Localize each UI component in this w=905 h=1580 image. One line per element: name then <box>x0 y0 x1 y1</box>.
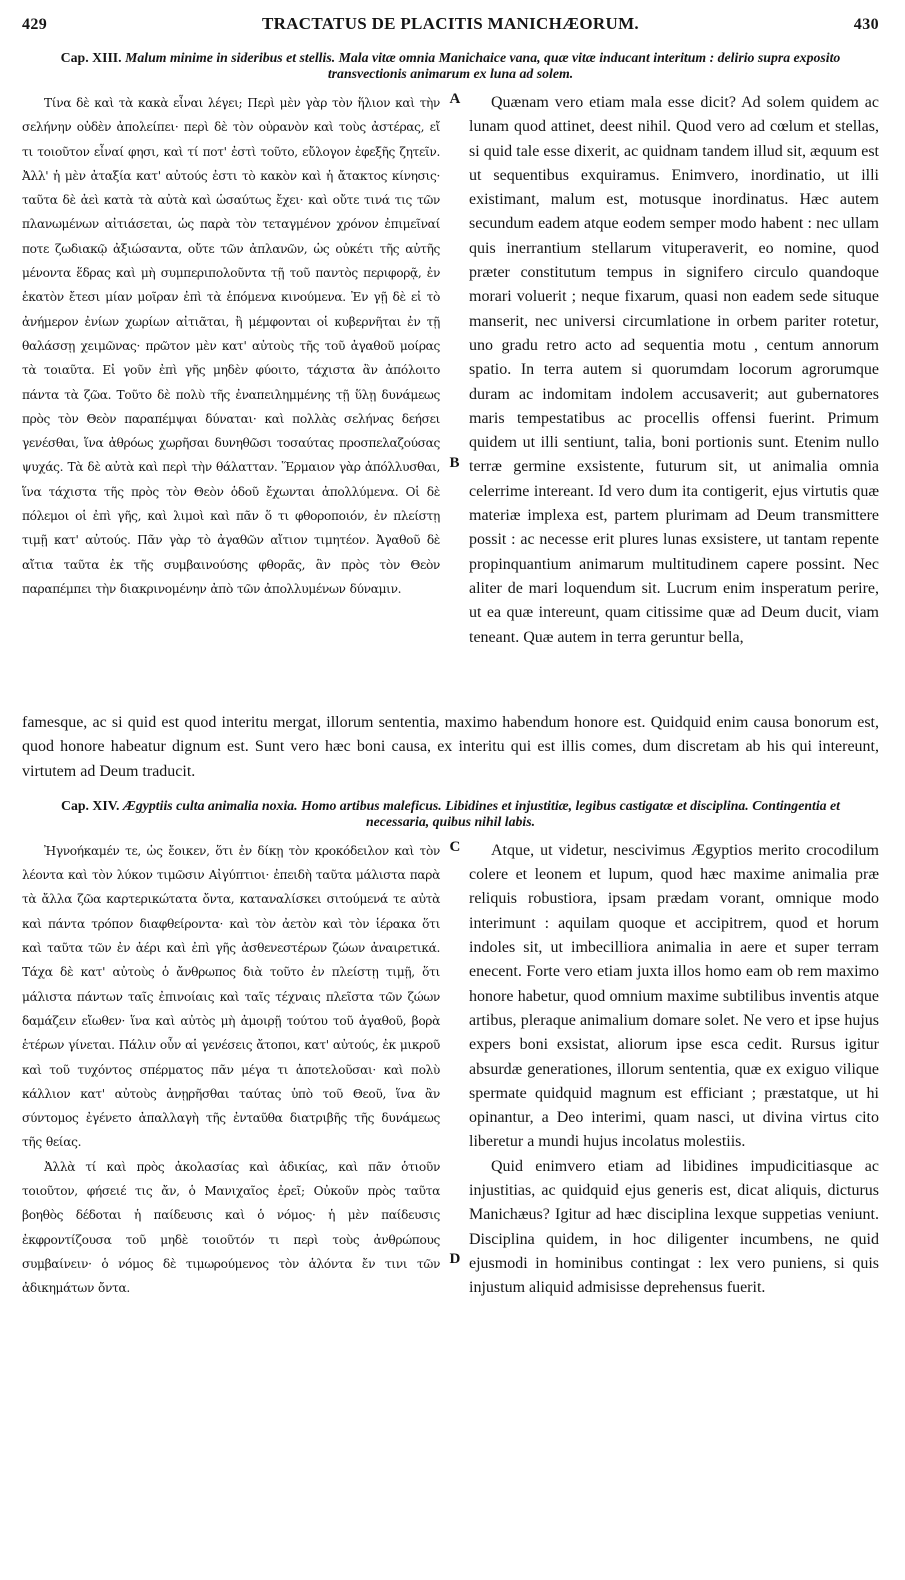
margin-letter-a: A <box>449 91 461 107</box>
margin-letter-d: D <box>449 1250 461 1267</box>
chapter-13-columns <box>22 91 879 711</box>
chapter-14-columns <box>22 839 879 1439</box>
chapter-14-greek-para-2: Ἀλλὰ τί καὶ πρὸς ἀκολασίας καὶ ἀδικίας, καὶ πᾶν ὁτιοῦν τοιοῦτον, φήσειέ τις ἄν, ὁ Μανιχαῖος ἐρεῖ; Οὐκοῦν πρὸς ταῦτα βοηθὸς δέδοται ἡ παίδευσις καὶ ὁ νόμος· ἡ μὲν παίδευσις ἐκφροντίζουσα τοῦ μηδὲ τοιοῦτόν τι περὶ τοὺς ἀνθρώπους συμβαίνειν· ὁ νόμος δὲ τιμωρούμενος τὸν ἁλόντα ἔν τινι τῶν ἀδικημάτων ὄντα. <box>22 1159 440 1296</box>
right-page-number: 430 <box>853 16 879 33</box>
chapter-13-label: Cap. XIII. <box>60 50 122 65</box>
chapter-13-heading <box>28 50 873 82</box>
chapter-13-summary: Malum minime in sideribus et stellis. Mala vitæ omnia Manichaice vana, quæ vitæ inducant interitum : delirio supra exposito transvectionis animarum ex luna ad solem. <box>125 50 841 81</box>
chapter-13-latin-continuation: famesque, ac si quid est quod interitu mergat, illorum sententia, maximo habendum honore est. Quidquid enim causa bonorum est, quod honore habeatur dignum est. Sunt vero hæc boni causa, ex interitu qui est illis comes, dum discretam ab his qui intereunt, virtutem ad Deum traducit. <box>22 714 879 780</box>
margin-letter-b: B <box>449 455 460 471</box>
chapter-14-latin-para-1: Atque, ut videtur, nescivimus Ægyptios merito crocodilum colere et leonem et lupum, quod hæc maxime animalia præ reliquis robustiora, ipsam prædam vorant, omnique modo interimunt : aquilam quoque et accipitrem, quod et horum indoles sit, ut imbecilliora animalia in aere et super terram enecent. Forte vero etiam juxta illos homo eam ob rem maximo honore habetur, quod omnium maxime subtilibus inventis atque artibus, pleraque animalium domare solet. Ne vero et ipse hujus expers boni exsistat, aliorum ipse esca cedit. Rursus igitur absurdæ generationes, illorum sententia, quæ ex exiguo vilique spermate quidquid magnum est efficiant ; præstatque, ut hi opinantur, a Deo interimi, quam nasci, ut divina virtus cito liberetur a mundi hujus incolatus molestiis. <box>469 841 879 1151</box>
chapter-14-greek-column <box>22 839 440 1301</box>
chapter-14-latin-para-2: Quid enimvero etiam ad libidines impudicitiasque ac injustitias, ac quidquid ejus generis est, dicat aliquis, dicturus Manichæus? Igitur ad hæc disciplina lexque suppetias veniunt. Disciplina quidem, in hoc diligenter incumbens, ne quid ejusmodi in hominibus contingat : lex vero puniens, si quis injustum aliquid admisisse deprehensus fuerit. <box>469 1157 879 1297</box>
chapter-14-greek-para-1: Ἠγνοήκαμέν τε, ὡς ἔοικεν, ὅτι ἐν δίκῃ τὸν κροκόδειλον καὶ τὸν λέοντα καὶ τὸν λύκον τιμῶσιν Αἰγύπτιοι· ἐπειδὴ ταῦτα μάλιστα παρὰ τὰ ἄλλα ζῶα καρτερικώτατα ὄντα, καταναλίσκει σιτούμενά τε αὐτὰ καὶ πάντα τρόπον διαφθείροντα· καὶ τὸν ἀετὸν καὶ τὸν ἱέρακα ὅτι καὶ ταῦτα τῶν ἐν ἀέρι καὶ ἐπὶ γῆς ἀσθενεστέρων ζώων ἀναιρετικά. Τάχα δὲ κατ' αὐτοὺς ὁ ἄνθρωπος διὰ τοῦτο ἐν πλείστῃ τιμῇ, ὅτι μάλιστα πάντων ταῖς ἐπινοίαις καὶ ταῖς τέχναις πλεῖστα τῶν ζώων δαμάζειν εἴωθεν· ἵνα καὶ αὐτὸς μὴ ἀμοιρῇ τούτου τοῦ ἀγαθοῦ, βορὰ ἑτέρων γίνεται. Πάλιν οὖν αἱ γενέσεις ἄτοποι, κατ' αὐτούς, ἐκ μικροῦ καὶ τοῦ τυχόντος σπέρματος πᾶν μέγα τι ἀποτελοῦσαι· καὶ πολὺ κάλλιον κατ' αὐτοὺς ἀνῃρῆσθαι ταύτας ὑπὸ τοῦ Θεοῦ, ἵνα ἂν σύντομος ἐγένετο ἀπαλλαγὴ τῆς ἐνταῦθα διατριβῆς τῆς δυνάμεως τῆς θείας. <box>22 843 440 1150</box>
chapter-13-latin-text: Quænam vero etiam mala esse dicit? Ad solem quidem ac lunam quod attinet, deest nihil. Quod vero ad cœlum et stellas, si quid tale esse dixerit, ac quidnam tandem illud sit, æquum est ut sequentibus exquiramus. Enimvero, inordinatio, ut illi existimant, malum est, motusque inordinatus. Hæc autem secundum eadem atque eodem semper modo habent : nec ullam quis inerrantium stellarum vituperaverit, eo nomine, quod præter constitutum tempus in signifero circulo quandoque morari voluerit ; neque fixarum, quasi non eadem sede situque manserit, nec universi circumlatione in orbem pariter rotetur, uno gradu retro acto ad sequentia motu , centum annorum spatio. In terra autem si quorumdam locorum agrorumque duram ac indomitam indolem accusaverit; aut gubernatores maris tempestatibus ac procellis offensi fuerint. Primum quidem ut illi sentiunt, talia, boni portionis sunt. Etenim nullo terræ germine exsistente, futurum sit, ut animalia omnia celerrime intereant. Id vero dum ita contigerit, ejus virtutis quæ materiæ implexa est, partem plurimam ad Deum transmittere possit : ac necesse erit plures lunas exsistere, ut tantam repente propinquantium animarum multitudinem capere possint. Nec aliter de mari loquendum sit. Lucrum enim insperatum perire, ut ea quæ intereunt, quam citissime quæ ad Deum ducit, viam teneant. Quæ autem in terra geruntur bella, <box>469 94 879 646</box>
left-page-number: 429 <box>22 16 48 33</box>
chapter-13-greek-text: Τίνα δὲ καὶ τὰ κακὰ εἶναι λέγει; Περὶ μὲν γὰρ τὸν ἥλιον καὶ τὴν σελήνην οὐδὲν ἀπολείπει· περὶ δὲ τὸν οὐρανὸν καὶ τοὺς ἀστέρας, εἴ τι τοιοῦτον εἶναί φησι, καὶ τί ποτ' ἐστὶ τοῦτο, εὔλογον ἐφεξῆς ζητεῖν. Ἀλλ' ἡ μὲν ἀταξία κατ' αὐτούς ἐστι τὸ κακὸν καὶ ἡ ἄτακτος κίνησις· ταῦτα δὲ ἀεὶ κατὰ τὰ αὐτὰ καὶ ὡσαύτως ἔχει· καὶ οὔτε τινά τις τῶν πλανωμένων αἰτιάσεται, ὡς παρὰ τὸν τεταγμένον χρόνον ἐπιμεῖναί ποτε ζωδιακῷ ἀξιώσαντα, οὔτε τῶν ἀπλανῶν, ὡς οὐκέτι τῆς αὐτῆς μένοντα ἕδρας καὶ μὴ συμπεριπολοῦντα τῇ τοῦ παντὸς περιφορᾷ, ἐν ἑκατὸν ἔτεσι μίαν μοῖραν ἐπὶ τὰ ἑπόμενα κινούμενα. Ἐν γῇ δὲ εἰ τὸ ἀνήμερον ἐνίων χωρίων αἰτιᾶται, ἢ μέμφονται οἱ κυβερνῆται ἐν τῇ θαλάσσῃ χειμῶνας· πρῶτον μὲν κατ' αὐτοὺς τῆς τοῦ ἀγαθοῦ μοίρας τὰ τοιαῦτα. Εἰ γοῦν ἐπὶ γῆς μηδὲν φύοιτο, τάχιστα ἂν ἀπόλοιτο πάντα τὰ ζῶα. Τοῦτο δὲ πολὺ τῆς ἐναπειλημμένης τῇ ὕλῃ δυνάμεως πρὸς τὸν Θεὸν παραπέμψαι δύναται· καὶ πολλὰς σελήνας δεήσει γενέσθαι, ἵνα ἀθρόως χωρῆσαι δυνηθῶσι τοσαύτας προσπελαζούσας ψυχάς. Τὰ δὲ αὐτὰ καὶ περὶ τὴν θάλατταν. Ἕρμαιον γὰρ ἀπόλλυσθαι, ἵνα τάχιστα τῆς πρὸς τὸν Θεὸν ὁδοῦ ἔχωνται ἀπολλύμενα. Οἱ δὲ πόλεμοι οἱ ἐπὶ γῆς, καὶ λιμοὶ καὶ πᾶν ὅ τι φθοροποιόν, ἐν πλείστῃ τιμῇ κατ' αὐτούς. Πᾶν γὰρ τὸ ἀγαθῶν αἴτιον τιμητέον. Ἀγαθοῦ δὲ αἴτια ταῦτα ἐκ τῆς συμβαινούσης φθορᾶς, ἃν πρὸς τὸν Θεὸν παραπέμπει τὴν διακρινομένην ἀπὸ τῶν ἀπολλυμένων δύναμιν. <box>22 96 440 596</box>
margin-letter-c: C <box>449 838 461 855</box>
chapter-14-latin-column <box>469 839 879 1301</box>
chapter-14-summary: Ægyptiis culta animalia noxia. Homo artibus maleficus. Libidines et injustitiæ, legibus castigatæ et disciplina. Contingentia et necessaria, quibus nihil labis. <box>122 797 840 829</box>
running-head <box>22 14 879 36</box>
chapter-13-margin-letters <box>446 91 464 711</box>
running-title: TRACTATUS DE PLACITIS MANICHÆORUM. <box>262 14 639 33</box>
chapter-14-margin-letters <box>446 839 464 1439</box>
chapter-14-heading <box>28 798 873 830</box>
chapter-14-label: Cap. XIV. <box>61 797 120 813</box>
